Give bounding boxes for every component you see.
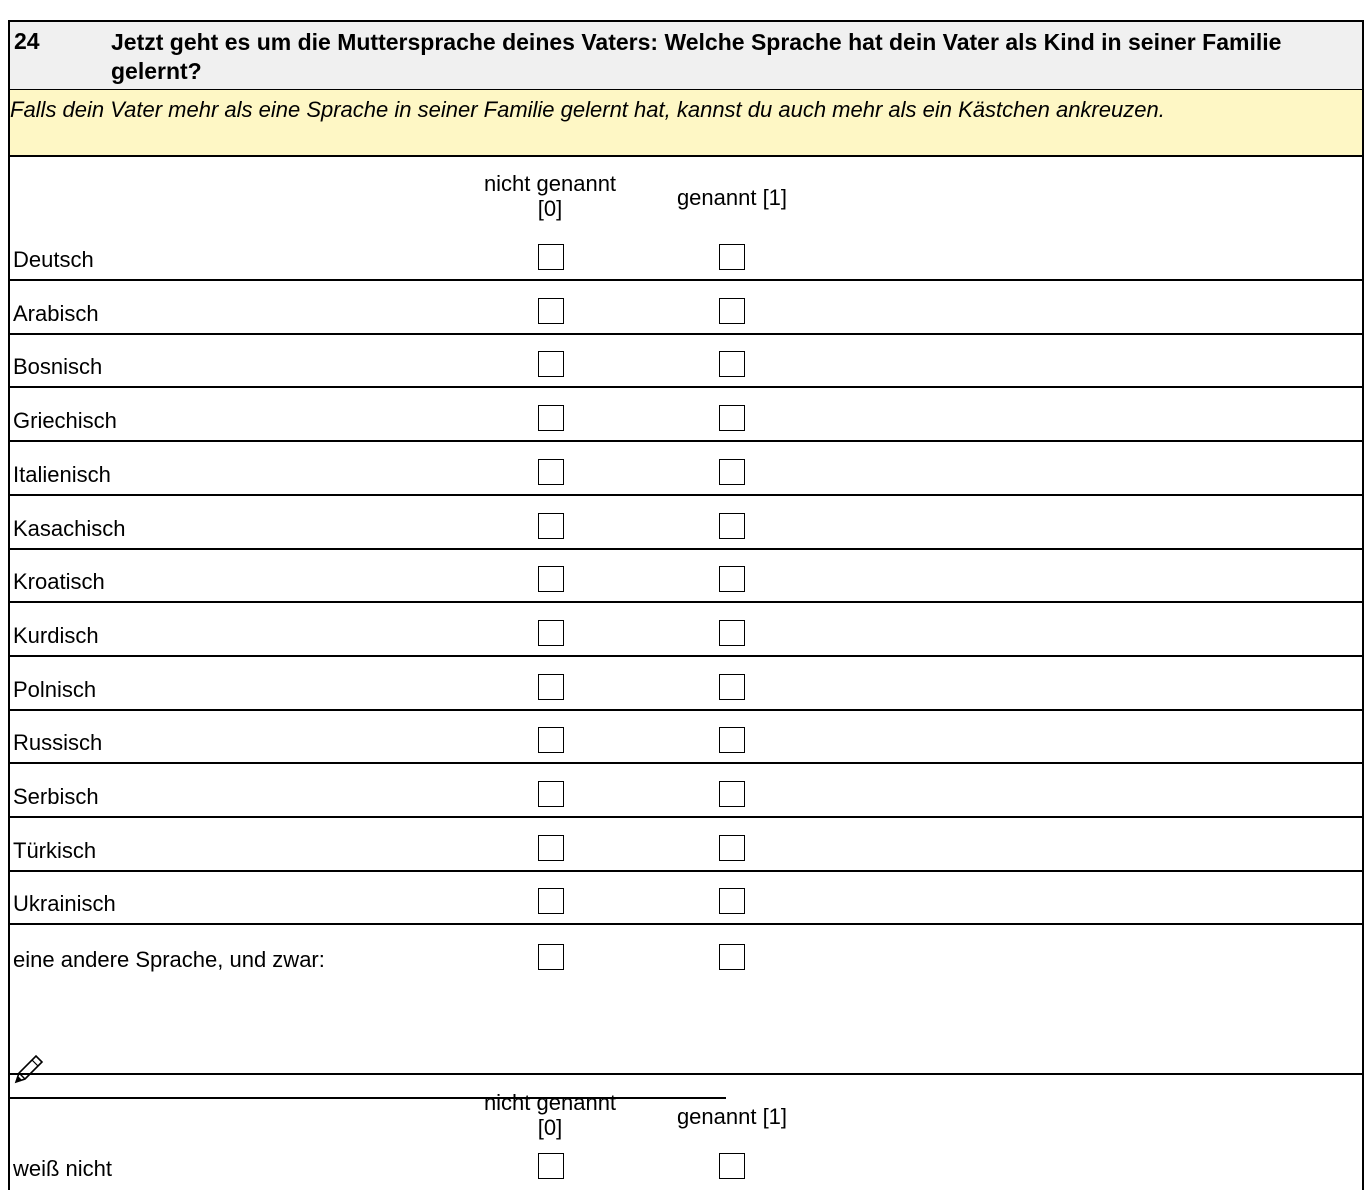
checkbox-not-mentioned[interactable] <box>538 620 564 646</box>
row-label: eine andere Sprache, und zwar: <box>13 947 325 973</box>
row-label: Kroatisch <box>13 569 105 595</box>
checkbox-mentioned[interactable] <box>719 888 745 914</box>
answer-row <box>10 442 1362 496</box>
column-header-mentioned-2: genannt [1] <box>676 1104 788 1129</box>
column-header-not-mentioned-2: nicht genannt [0] <box>483 1090 617 1140</box>
answer-row <box>10 549 1362 603</box>
answer-row <box>10 657 1362 711</box>
checkbox-not-mentioned[interactable] <box>538 944 564 970</box>
checkbox-not-mentioned[interactable] <box>538 835 564 861</box>
question-instruction: Falls dein Vater mehr als eine Sprache in seiner Familie gelernt hat, kannst du auch mehr als ein Kästchen ankreuzen. <box>10 90 1362 157</box>
answer-row <box>10 496 1362 550</box>
checkbox-not-mentioned[interactable] <box>538 351 564 377</box>
pencil-icon <box>11 1054 45 1088</box>
checkbox-not-mentioned[interactable] <box>538 513 564 539</box>
column-header-mentioned: genannt [1] <box>676 185 788 210</box>
row-label: Deutsch <box>13 247 94 272</box>
row-label: Serbisch <box>13 784 99 809</box>
row-label: Ukrainisch <box>13 891 116 917</box>
row-label: Kurdisch <box>13 622 99 648</box>
checkbox-mentioned[interactable] <box>719 944 745 970</box>
checkbox-not-mentioned[interactable] <box>538 244 564 270</box>
checkbox-mentioned[interactable] <box>719 674 745 700</box>
checkbox-mentioned[interactable] <box>719 298 745 324</box>
answer-row <box>10 603 1362 657</box>
answer-row <box>10 871 1362 925</box>
answer-row-dont-know <box>10 1134 1362 1188</box>
checkbox-mentioned[interactable] <box>719 405 745 431</box>
question-text: Jetzt geht es um die Muttersprache deines Vaters: Welche Sprache hat dein Vater als Kind in seiner Familie gelernt? <box>111 29 1282 84</box>
question-frame <box>8 20 1364 1190</box>
checkbox-not-mentioned[interactable] <box>538 459 564 485</box>
checkbox-not-mentioned[interactable] <box>538 781 564 807</box>
row-label: Arabisch <box>13 300 99 326</box>
answer-row <box>10 281 1362 335</box>
checkbox-mentioned[interactable] <box>719 566 745 592</box>
row-label: Polnisch <box>13 676 97 702</box>
checkbox-not-mentioned[interactable] <box>538 405 564 431</box>
section-divider <box>10 1073 1362 1075</box>
column-header-not-mentioned: nicht genannt [0] <box>483 171 617 221</box>
checkbox-mentioned[interactable] <box>719 620 745 646</box>
row-label: Italienisch <box>13 461 111 487</box>
answer-row <box>10 925 1362 979</box>
checkbox-mentioned[interactable] <box>719 727 745 753</box>
checkbox-mentioned[interactable] <box>719 244 745 270</box>
row-label: Russisch <box>13 730 103 756</box>
answer-row <box>10 227 1362 281</box>
checkbox-not-mentioned[interactable] <box>538 674 564 700</box>
row-label: weiß nicht <box>13 1156 113 1181</box>
answer-row <box>10 764 1362 818</box>
question-header <box>10 22 1362 90</box>
checkbox-mentioned[interactable] <box>719 835 745 861</box>
checkbox-mentioned[interactable] <box>719 459 745 485</box>
checkbox-not-mentioned[interactable] <box>538 566 564 592</box>
row-label: Türkisch <box>13 837 97 863</box>
checkbox-mentioned[interactable] <box>719 781 745 807</box>
checkbox-not-mentioned[interactable] <box>538 298 564 324</box>
row-label: Kasachisch <box>13 515 126 541</box>
answer-row <box>10 334 1362 388</box>
checkbox-mentioned[interactable] <box>719 1153 745 1179</box>
checkbox-not-mentioned[interactable] <box>538 727 564 753</box>
checkbox-mentioned[interactable] <box>719 513 745 539</box>
question-number: 24 <box>14 28 40 54</box>
row-label: Griechisch <box>13 408 117 434</box>
checkbox-mentioned[interactable] <box>719 351 745 377</box>
row-label: Bosnisch <box>13 354 103 380</box>
checkbox-not-mentioned[interactable] <box>538 1153 564 1179</box>
answer-row <box>10 710 1362 764</box>
checkbox-not-mentioned[interactable] <box>538 888 564 914</box>
answer-row <box>10 818 1362 872</box>
answer-row <box>10 388 1362 442</box>
